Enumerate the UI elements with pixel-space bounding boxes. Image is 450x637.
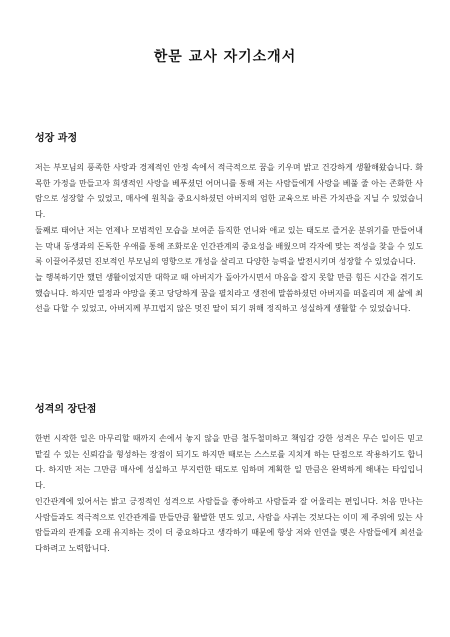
section-heading-growth: 성장 과정 — [35, 133, 78, 144]
paragraph: 인간관계에 있어서는 밝고 긍정적인 성격으로 사람들을 좋아하고 사람들과 잘 어울리는 편입니다. 처음 만나는 사람들과도 적극적으로 인간관계를 만들만큼 활발한 면도 있고, 사람을 사귀는 것보다는 이미 제 주위에 있는 사람들과의 관계를 오래 유지하는 것이 더 중요하다고 생각하기 때문에 항상 저와 인연을 맺은 사람들에게 최선을 다하려고 노력합니다. — [35, 496, 423, 553]
paragraph: 늘 행복하기만 했던 생활이었지만 대학교 때 아버지가 돌아가시면서 마음을 잡지 못할 만큼 힘든 시간을 겪기도 했습니다. 하지만 열정과 야망을 좇고 당당하게 꿈을 펼치라고 생전에 말씀하셨던 아버지를 떠올리며 제 삶에 최선을 다할 수 있었고, 아버지께 부끄럽지 않은 멋진 딸이 되기 위해 정직하고 성실하게 생활할 수 있었습니다. — [35, 272, 423, 314]
paragraph: 둘째로 태어난 저는 언제나 모범적인 모습을 보여준 듬직한 언니와 애교 있는 태도로 즐거운 분위기를 만들어내는 막내 동생과의 돈독한 우애를 통해 조화로운 인간관계의 중요성을 배웠으며 각자에 맞는 적성을 찾을 수 있도록 이끌어주셨던 진보적인 부모님의 영향으로 개성을 살리고 다양한 능력을 발전시키며 성장할 수 있었습니다. — [35, 225, 423, 267]
section-heading-personality: 성격의 장단점 — [35, 404, 97, 415]
document-title: 한문 교사 자기소개서 — [153, 49, 297, 65]
section-body-personality — [35, 431, 423, 557]
section-body-growth — [35, 160, 423, 317]
paragraph: 저는 부모님의 풍족한 사랑과 경제적인 안정 속에서 적극적으로 꿈을 키우며 밝고 건강하게 생활해왔습니다. 화목한 가정을 만들고자 희생적인 사랑을 베푸셨던 어머니를 통해 저는 사람들에게 사랑을 베풀 줄 아는 존화한 사람으로 성장할 수 있었고, 매사에 원칙을 중요시하셨던 아버지의 엄한 교육으로 바른 가치관을 지닐 수 있었습니다. — [35, 163, 423, 220]
paragraph: 한번 시작한 일은 마무리할 때까지 손에서 놓지 않을 만큼 철두철미하고 책임감 강한 성격은 무슨 일이든 믿고 맡길 수 있는 신뢰감을 형성하는 장점이 되기도 하지만 때로는 스스로를 지치게 하는 단점으로 작용하기도 합니다. 하지만 저는 그만큼 매사에 성실하고 부지런한 태도로 임하며 계획한 일 만큼은 완벽하게 해내는 타입입니다. — [35, 434, 423, 491]
